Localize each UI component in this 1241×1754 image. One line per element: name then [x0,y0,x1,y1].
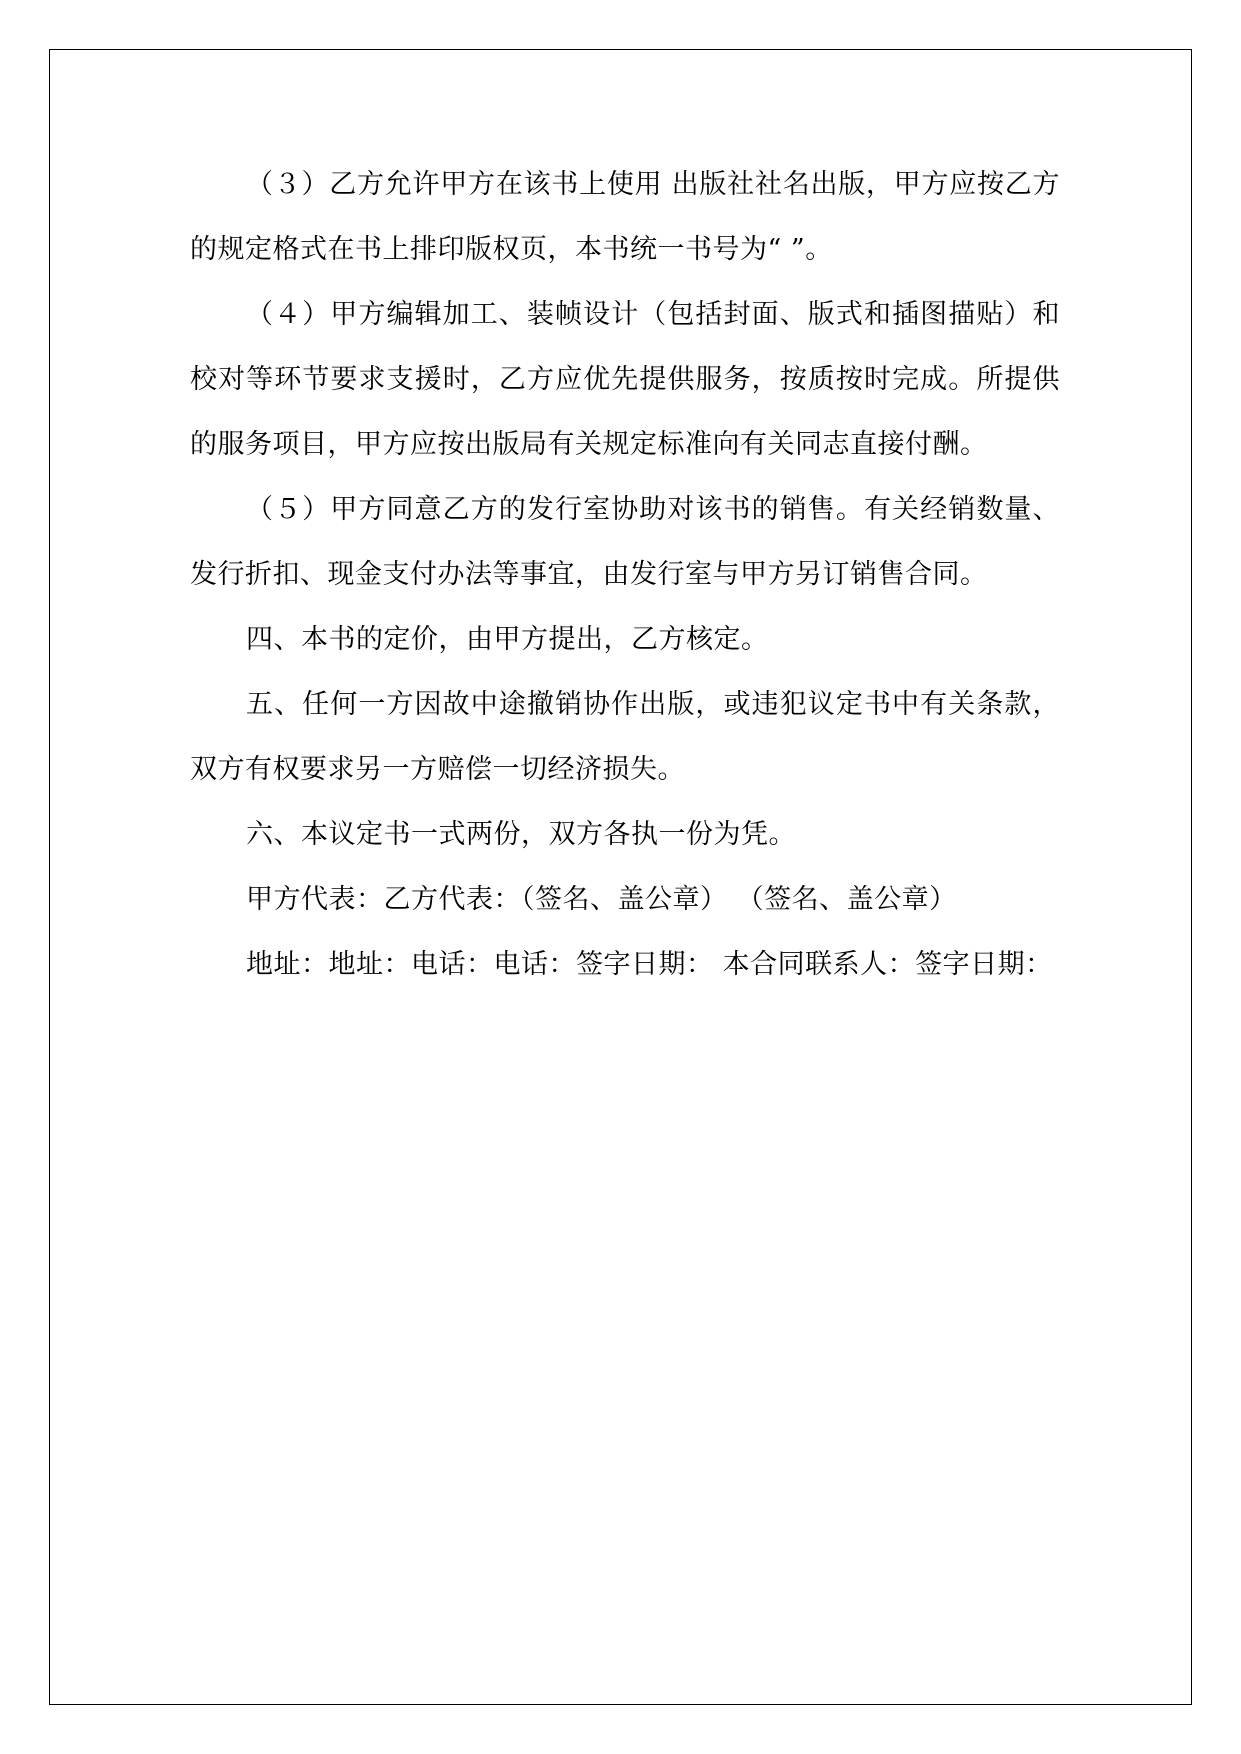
representatives-line: 甲方代表：乙方代表：（签名、盖公章） （签名、盖公章） [246,884,957,915]
contact-info-line: 地址：地址：电话：电话：签字日期： 本合同联系人：签字日期： [246,949,1053,980]
clause-5-paragraph: （５）甲方同意乙方的发行室协助对该书的销售。有关经销数量、发行折扣、现金支付办法等事宜，由发行室与甲方另订销售合同。 [190,494,1060,590]
clause-4-paragraph: （４）甲方编辑加工、装帧设计（包括封面、版式和插图描贴）和校对等环节要求支援时，乙方应优先提供服务，按质按时完成。所提供的服务项目，甲方应按出版局有关规定标准向有关同志直接付酬。 [190,299,1060,460]
copies-paragraph: 六、本议定书一式两份，双方各执一份为凭。 [246,819,796,850]
pricing-paragraph: 四、本书的定价，由甲方提出，乙方核定。 [246,624,769,655]
clause-3-paragraph: （３）乙方允许甲方在该书上使用 出版社社名出版，甲方应按乙方的规定格式在书上排印版权页，本书统一书号为“ ”。 [190,169,1060,265]
document-body [190,152,1060,997]
breach-paragraph: 五、任何一方因故中途撤销协作出版，或违犯议定书中有关条款，双方有权要求另一方赔偿一切经济损失。 [190,689,1060,785]
